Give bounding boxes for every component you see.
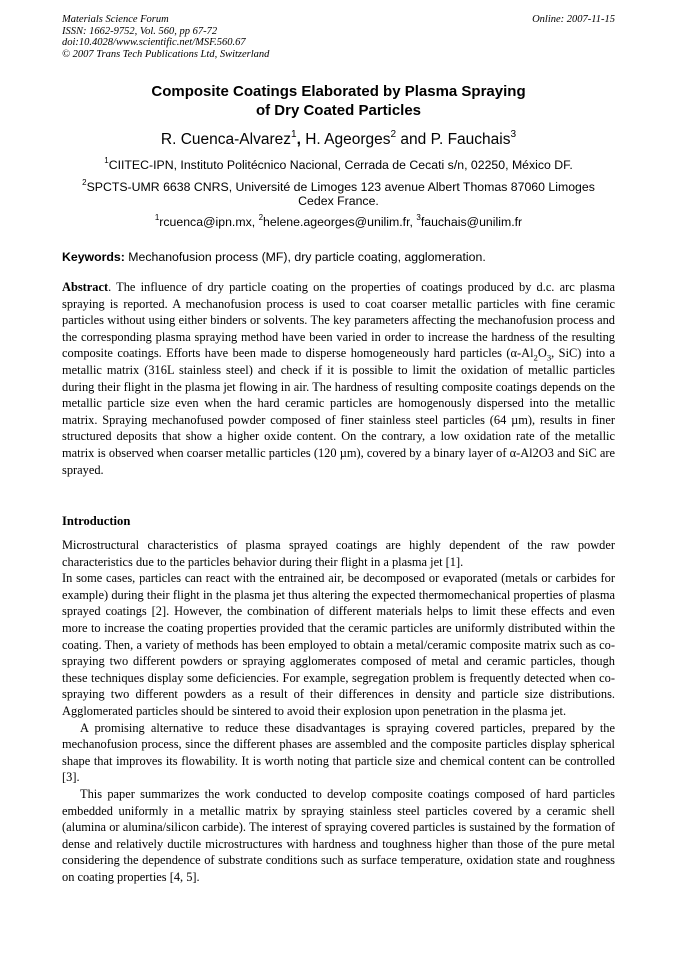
email-3-sup: 3 bbox=[416, 213, 421, 223]
title-line-2: of Dry Coated Particles bbox=[255, 102, 422, 119]
introduction-heading: Introduction bbox=[62, 514, 131, 528]
journal-header bbox=[62, 14, 269, 60]
intro-paragraph-4: This paper summarizes the work conducted to develop composite coatings composed of hard particles embedded uniformly in a metallic matrix by spraying stainless steel particles covered by a ceramic shell (alumina or alumina/silicon carbide). The interest of spraying covered particles is sustained by the formation of dense and relatively ductile microstructures with hardness and toughness higher than those of the pure metal considering the dependence of substrate conditions such as surface temperature, oxidation state and roughness on coating properties [4, 5]. bbox=[62, 786, 615, 884]
keywords-label: Keywords: bbox=[62, 250, 125, 264]
journal-name: Materials Science Forum bbox=[62, 14, 169, 25]
author-separator-2: and bbox=[396, 131, 431, 148]
author-list bbox=[62, 128, 615, 149]
author-2-sup: 2 bbox=[390, 128, 397, 140]
email-1-sup: 1 bbox=[154, 213, 160, 223]
author-1-sup: 1 bbox=[290, 128, 297, 140]
email-1: rcuenca@ipn.mx, bbox=[159, 215, 259, 229]
title-line-1: Composite Coatings Elaborated by Plasma Spraying bbox=[151, 83, 526, 100]
abstract-label: Abstract bbox=[62, 280, 109, 294]
abstract bbox=[62, 279, 615, 478]
abstract-text-1: . The influence of dry particle coating on the properties of coatings produced by d.c. arc plasma spraying is reported. A mechanofusion process is used to coat coarser metallic particles with fine ceramic particles without using either binders or solvents. The key parameters affecting the mechanofusion process and the corresponding plasma spraying method have been varied in order to increase the hardness of the resulting composite coatings. Efforts have been made to disperse homogeneously hard particles (α-Al bbox=[62, 280, 615, 361]
author-1: R. Cuenca-Alvarez bbox=[160, 131, 291, 148]
doi-line: doi:10.4028/www.scientific.net/MSF.560.67 bbox=[62, 37, 246, 49]
affiliation-2-line-1: SPCTS-UMR 6638 CNRS, Université de Limoges 123 avenue Albert Thomas 87060 Limoges bbox=[86, 180, 595, 194]
author-3-sup: 3 bbox=[510, 128, 517, 140]
issn-line: ISSN: 1662-9752, Vol. 560, pp 67-72 bbox=[62, 25, 218, 37]
author-3: P. Fauchais bbox=[430, 131, 511, 148]
paper-title bbox=[62, 82, 615, 120]
keywords bbox=[62, 250, 615, 264]
copyright-line: © 2007 Trans Tech Publications Ltd, Switzerland bbox=[62, 48, 270, 60]
author-separator-1: , bbox=[296, 131, 301, 148]
email-2: helene.ageorges@unilim.fr, bbox=[263, 215, 417, 229]
abstract-oxide-o: O bbox=[537, 346, 547, 361]
intro-paragraph-1: Microstructural characteristics of plasma sprayed coatings are highly dependent of the raw powder characteristics due to the particles behavior during their flight in a plasma jet [1]. bbox=[62, 538, 615, 569]
keywords-text: Mechanofusion process (MF), dry particle coating, agglomeration. bbox=[124, 250, 486, 264]
affiliation-1 bbox=[62, 158, 615, 172]
intro-paragraph-2: In some cases, particles can react with the entrained air, be decomposed or evaporated (metals or carbides for example) during their flight in the plasma jet thus altering the expected thermomechanical properties of plasma sprayed coatings [2]. However, the combination of different materials helps to limit these effects and even more to increase the coating properties provided that the ceramic particles are uniformly distributed within the coating. Then, a variety of methods has been employed to obtain a metal/ceramic composite matrix such as co-spraying two different powders or spraying agglomerates composed of metal and ceramic particles, though these techniques display some deficiencies. For example, segregation problem is frequently detected when co-spraying two different powders as a result of their differences in density and particle size distributions. Agglomerated particles should be sintered to avoid their explosion upon penetration in the plasma jet. bbox=[62, 571, 615, 718]
affiliation-1-sup: 1 bbox=[104, 156, 109, 166]
email-2-sup: 2 bbox=[258, 213, 264, 223]
affiliation-2-sup: 2 bbox=[82, 178, 87, 188]
affiliation-2-line-2: Cedex France. bbox=[298, 194, 379, 208]
intro-paragraph-3: A promising alternative to reduce these disadvantages is spraying covered particles, prepared by the mechanofusion process, since the different phases are assembled and the composite particles display spherical shape that improves its flowability. It is worth noting that particle size and chemical content can be controlled [3]. bbox=[62, 720, 615, 785]
introduction-body bbox=[62, 537, 615, 885]
email-3: fauchais@unilim.fr bbox=[420, 215, 523, 229]
abstract-sub-2: 2 bbox=[533, 352, 538, 363]
abstract-text-2: , SiC) into a metallic matrix (316L stainless steel) and check if it is possible to limit the oxidation of metallic particles during their flight in the plasma jet flowing in air. The hardness of resulting composite coatings depends on the metallic particle size even when the hard ceramic particles are homogenously dispersed into the metallic matrix. Spraying mechanofused powder composed of finer stainless steel particles (64 µm), results in finer structured deposits that show a higher oxide content. On the contrary, a low oxidation rate of the metallic matrix is observed when coarser metallic particles (120 µm), covered by a binary layer of α-Al2O3 and SiC are sprayed. bbox=[62, 346, 616, 477]
author-2: H. Ageorges bbox=[300, 131, 391, 148]
online-date: Online: 2007-11-15 bbox=[532, 14, 615, 25]
email-list bbox=[62, 215, 615, 229]
affiliation-2 bbox=[62, 180, 615, 208]
affiliation-1-text: CIITEC-IPN, Instituto Politécnico Nacional, Cerrada de Cecati s/n, 02250, México DF. bbox=[108, 158, 573, 172]
abstract-sub-3: 3 bbox=[546, 352, 552, 363]
